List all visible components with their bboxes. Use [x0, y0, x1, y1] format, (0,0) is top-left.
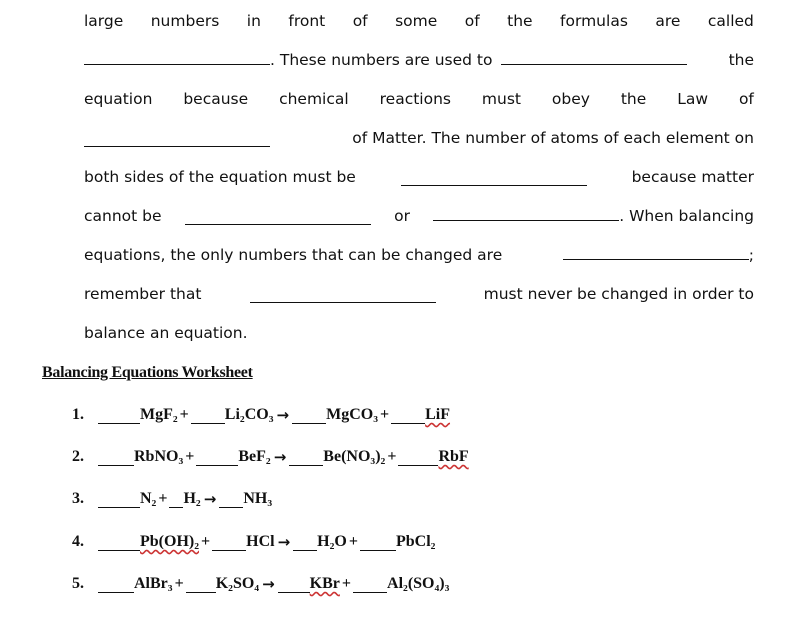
answer-blank: [501, 50, 687, 65]
reaction-arrow-icon: →: [277, 533, 291, 551]
paragraph-line-5: [84, 162, 754, 186]
text: remember that: [84, 285, 202, 303]
word: front: [288, 12, 326, 30]
answer-blank: [250, 288, 436, 303]
coefficient-blank: [289, 453, 323, 466]
formula: NH₃: [243, 490, 273, 507]
formula: MgF₂: [140, 406, 178, 423]
reaction-arrow-icon: →: [262, 575, 275, 593]
equation-number: 2.: [72, 448, 84, 465]
equation-3: [72, 482, 272, 508]
text: equations, the only numbers that can be changed are: [84, 246, 503, 264]
formula: K₂SO₄: [215, 575, 260, 592]
plus-sign: +: [179, 406, 189, 423]
coefficient-blank: [186, 580, 216, 593]
text: . When balancing: [619, 207, 754, 225]
coefficient-blank: [98, 411, 140, 424]
equation-number: 1.: [72, 406, 84, 423]
paragraph-line-3: [84, 84, 754, 108]
plus-sign: +: [174, 575, 184, 592]
paragraph-line-4: [84, 123, 754, 147]
paragraph-line-7: [84, 240, 754, 264]
answer-blank: [401, 171, 587, 186]
formula: H₂O: [317, 533, 347, 550]
plus-sign: +: [348, 533, 358, 550]
formula: Be(NO₃)₂: [323, 448, 386, 465]
reaction-arrow-icon: →: [273, 448, 287, 466]
equation-number: 5.: [72, 575, 84, 592]
plus-sign: +: [185, 448, 195, 465]
text: the: [728, 51, 754, 69]
coefficient-blank: [398, 453, 438, 466]
answer-blank: [84, 50, 270, 65]
formula: H₂: [183, 490, 201, 507]
word: must: [481, 90, 521, 108]
coefficient-blank: [360, 538, 396, 551]
coefficient-blank: [98, 538, 140, 551]
word: obey: [551, 90, 590, 108]
word: formulas: [560, 12, 628, 30]
text: because matter: [631, 168, 754, 186]
text: or: [394, 207, 410, 225]
formula: Li₂CO₃: [224, 406, 274, 423]
formula: BeF₂: [238, 448, 271, 465]
answer-blank: [185, 210, 371, 225]
word: the: [620, 90, 647, 108]
text: cannot be: [84, 207, 162, 225]
coefficient-blank: [98, 495, 140, 508]
word: of: [352, 12, 368, 30]
coefficient-blank: [98, 580, 134, 593]
formula: AlBr₃: [134, 575, 173, 592]
formula: KBr: [309, 575, 340, 592]
text: . These numbers are used to: [270, 51, 493, 69]
paragraph-line-9: [84, 318, 754, 342]
word: called: [707, 12, 754, 30]
text: of Matter. The number of atoms of each element on: [352, 129, 754, 147]
coefficient-blank: [169, 495, 183, 508]
paragraph-line-8: [84, 279, 754, 303]
text: ;: [748, 246, 754, 264]
reaction-arrow-icon: →: [203, 490, 217, 508]
formula: RbF: [438, 448, 469, 465]
word: the: [507, 12, 533, 30]
word: in: [246, 12, 261, 30]
formula: HCl: [246, 533, 275, 550]
plus-sign: +: [387, 448, 397, 465]
formula: RbNO₃: [134, 448, 184, 465]
equation-number: 4.: [72, 533, 84, 550]
coefficient-blank: [191, 411, 225, 424]
text: both sides of the equation must be: [84, 168, 356, 186]
formula: LiF: [425, 406, 451, 423]
plus-sign: +: [201, 533, 211, 550]
plus-sign: +: [380, 406, 390, 423]
word: equation: [84, 90, 153, 108]
coefficient-blank: [278, 580, 310, 593]
word: are: [655, 12, 681, 30]
word: because: [183, 90, 249, 108]
word: of: [464, 12, 480, 30]
word: Law: [677, 90, 709, 108]
answer-blank: [563, 245, 749, 260]
word: some: [395, 12, 438, 30]
word: large: [84, 12, 124, 30]
formula: Al₂(SO₄)₃: [387, 575, 450, 592]
paragraph-line-1: [84, 6, 754, 30]
equation-1: [72, 398, 450, 424]
coefficient-blank: [353, 580, 387, 593]
formula: Pb(OH)₂: [140, 533, 200, 550]
coefficient-blank: [212, 538, 246, 551]
plus-sign: +: [341, 575, 352, 592]
answer-blank: [84, 132, 270, 147]
worksheet-title: Balancing Equations Worksheet: [42, 364, 253, 381]
coefficient-blank: [391, 411, 425, 424]
word: chemical: [279, 90, 349, 108]
plus-sign: +: [158, 490, 168, 507]
coefficient-blank: [98, 453, 134, 466]
paragraph-line-6: [84, 201, 754, 225]
coefficient-blank: [219, 495, 243, 508]
equation-2: [72, 440, 469, 466]
text: balance an equation.: [84, 324, 248, 342]
coefficient-blank: [292, 411, 326, 424]
equation-5: [72, 567, 449, 593]
word: numbers: [150, 12, 220, 30]
reaction-arrow-icon: →: [276, 406, 290, 424]
text: must never be changed in order to: [483, 285, 754, 303]
formula: N₂: [140, 490, 157, 507]
formula: MgCO₃: [326, 406, 378, 423]
paragraph-line-2: [84, 45, 754, 69]
equation-number: 3.: [72, 490, 84, 507]
coefficient-blank: [196, 453, 238, 466]
equation-4: [72, 525, 435, 551]
coefficient-blank: [293, 538, 317, 551]
word: of: [738, 90, 754, 108]
word: reactions: [379, 90, 451, 108]
formula: PbCl₂: [395, 533, 436, 550]
answer-blank: [433, 206, 619, 221]
